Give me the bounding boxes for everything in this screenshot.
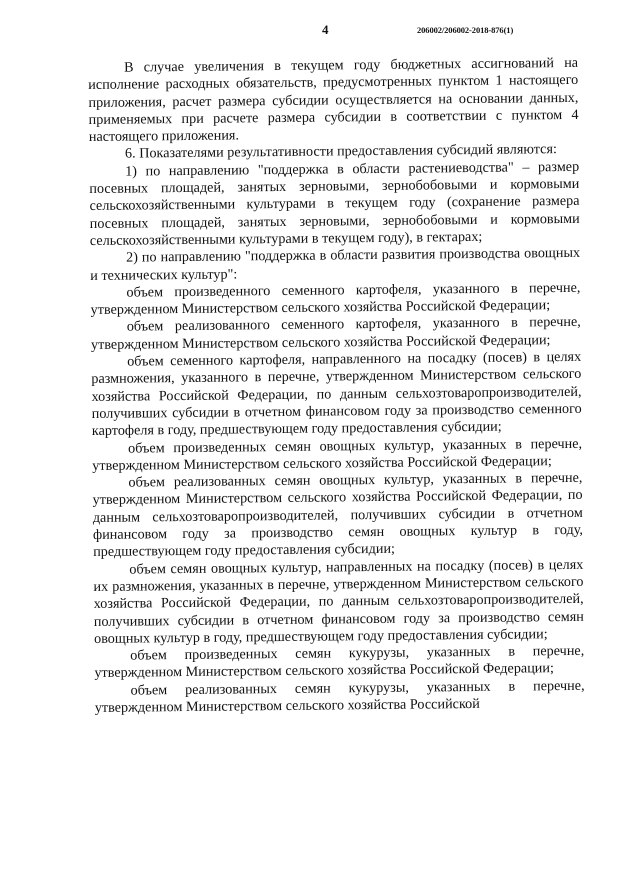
- paragraph-crop-production: 1) по направлению "поддержка в области растениеводства" – размер посевных площадей, занятых зерновыми, зернобобовыми и кормовыми сельскохозяйственными культурами в текущем году (сохранение размера посевных площадей, занятых зерновыми, зернобобовыми и кормовыми сельскохозяйственными культурами в текущем году), в гектарах;: [89, 158, 580, 249]
- document-body: [88, 55, 585, 717]
- paragraph-seed-potato-sold: объем реализованного семенного картофеля, указанного в перечне, утвержденном Министерством сельского хозяйства Российской Федерации;: [90, 314, 581, 353]
- paragraph-vegetable-production: 2) по направлению "поддержка в области развития производства овощных и технических культур":: [90, 245, 581, 284]
- paragraph-performance-indicators: 6. Показателями результативности предоставления субсидий являются:: [124, 141, 557, 163]
- paragraph-budget-increase: В случае увеличения в текущем году бюджетных ассигнований на исполнение расходных обязательств, предусмотренных пунктом 1 настоящего приложения, расчет размера субсидии осуществляется на основании данных, применяемых при расчете размера субсидии в соответствии с пунктом 4 настоящего приложения.: [88, 54, 579, 146]
- paragraph-vegetable-seeds-sold: объем реализованных семян овощных культур, указанных в перечне, утвержденном Министерством сельского хозяйства Российской Федерации, по данным сельхозтоваропроизводителей, получивших субсидии в отчетном финансовом году за производство семян овощных культур в году, предшествующем году предоставления субсидии;: [92, 469, 584, 561]
- paragraph-vegetable-seeds-produced: объем произведенных семян овощных культур, указанных в перечне, утвержденном Министерством сельского хозяйства Российской Федерации;: [92, 435, 583, 474]
- document-id: 206002/206002-2018-876(1): [417, 25, 514, 35]
- paragraph-corn-seeds-produced: объем произведенных семян кукурузы, указанных в перечне, утвержденном Министерством сельского хозяйства Российской Федерации;: [94, 642, 585, 682]
- paragraph-seed-potato-planted: объем семенного картофеля, направленного на посадку (посев) в целях размножения, указанного в перечне, утвержденном Министерством сельского хозяйства Российской Федерации, по данным сельхозтоваропроизводителей, получивших субсидии в отчетном финансовом году за производство семенного картофеля в году, предшествующем году предоставления субсидии;: [91, 348, 582, 440]
- paragraph-seed-potato-produced: объем произведенного семенного картофеля, указанного в перечне, утвержденном Министерством сельского хозяйства Российской Федерации;: [90, 279, 581, 319]
- paragraph-corn-seeds-sold: объем реализованных семян кукурузы, указанных в перечне, утвержденном Министерством сельского хозяйства Российской: [94, 677, 585, 716]
- page-number: 4: [322, 22, 329, 37]
- paragraph-vegetable-seeds-planted: объем семян овощных культур, направленных на посадку (посев) в целях их размножения, указанных в перечне, утвержденном Министерством сельского хозяйства Российской Федерации, по данным сельхозтоваропроизводителей, получивших субсидии в отчетном финансовом году за производство семян овощных культур в году, предшествующем году предоставления субсидии;: [93, 556, 584, 647]
